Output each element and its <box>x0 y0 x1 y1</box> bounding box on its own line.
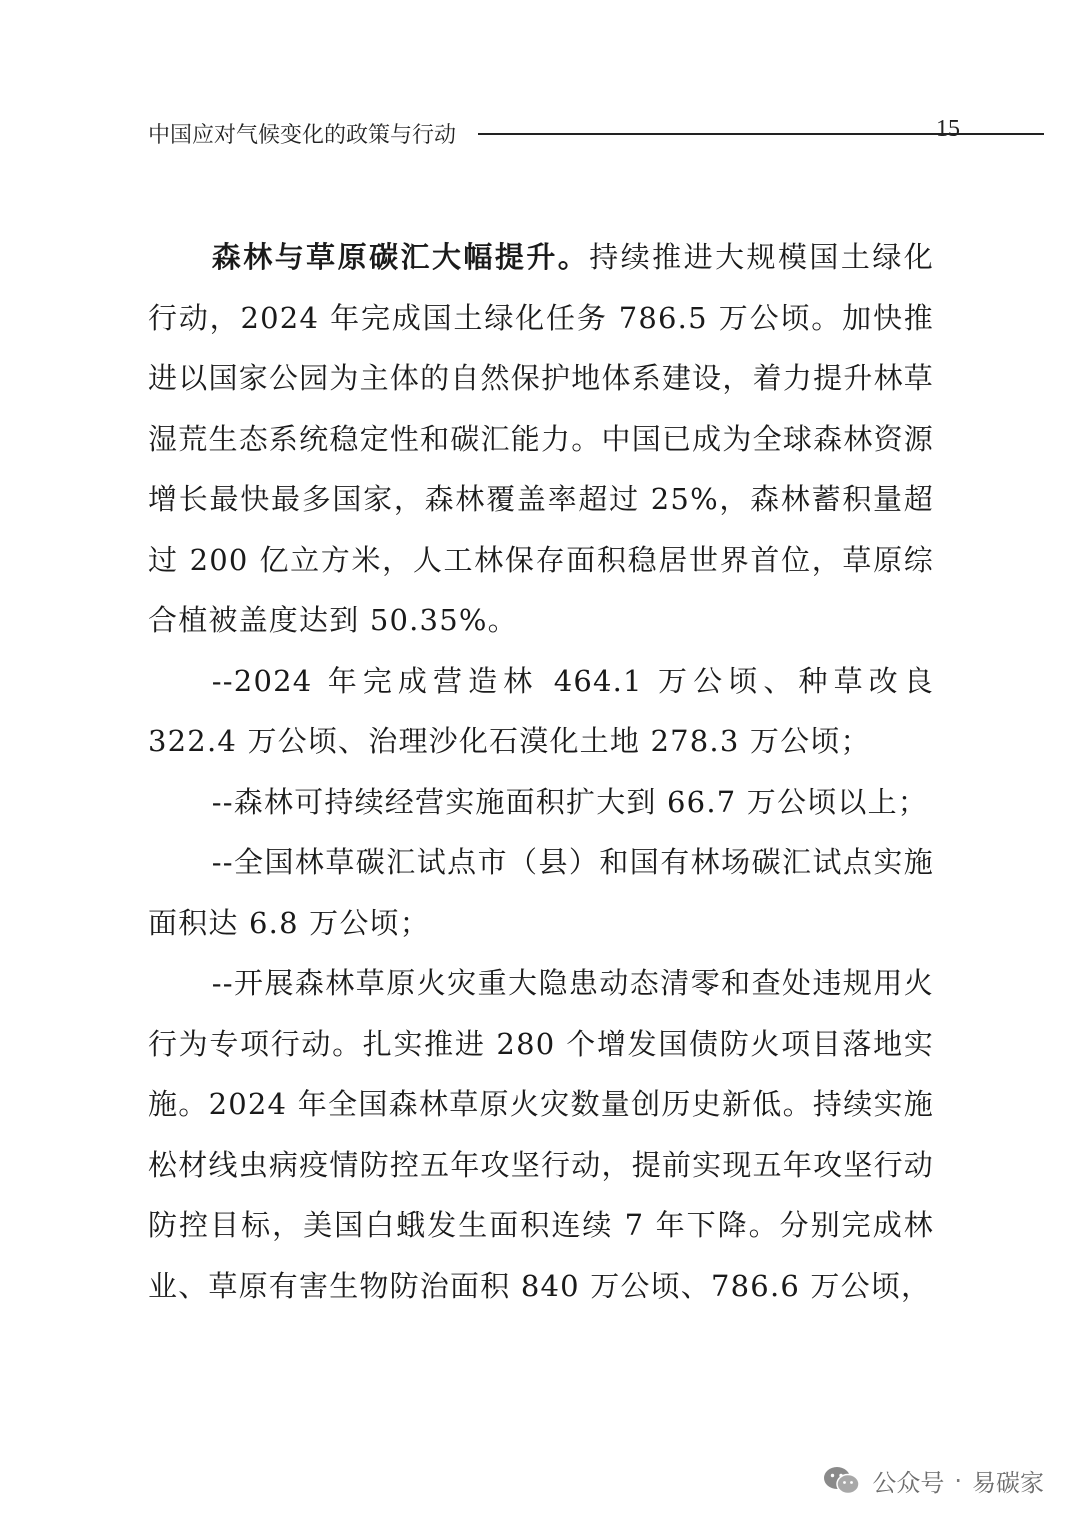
page-number: 15 <box>936 116 960 142</box>
watermark-separator: · <box>954 1466 962 1495</box>
watermark-account: 易碳家 <box>972 1469 1044 1497</box>
wechat-icon <box>822 1465 862 1497</box>
page-header <box>148 112 960 156</box>
running-title: 中国应对气候变化的政策与行动 <box>148 123 457 148</box>
bullet-carbon-pilot: --全国林草碳汇试点市（县）和国有林场碳汇试点实施面积达 6.8 万公顷； <box>148 845 934 940</box>
paragraph-text: 持续推进大规模国土绿化行动，2024 年完成国土绿化任务 786.5 万公顷。加快推进以国家公园为主体的自然保护地体系建设，着力提升林草湿荒生态系统稳定性和碳汇能力。中国已成为全球森林资源增长最快最多国家，森林覆盖率超过 25%，森林蓄积量超过 200 亿立方米，人工林保存面积稳居世界首位，草原综合植被盖度达到 50.35%。 <box>148 240 934 637</box>
watermark-source: 公众号 <box>872 1469 945 1497</box>
bullet-fire-prevention: --开展森林草原火灾重大隐患动态清零和查处违规用火行为专项行动。扎实推进 280 个增发国债防火项目落地实施。2024 年全国森林草原火灾数量创历史新低。持续实施松材线虫病疫情防控五年攻坚行动，提前实现五年攻坚行动防控目标，美国白蛾发生面积连续 7 年下降。分别完成林业、草原有害生物防治面积 840 万公顷、786.6 万公顷， <box>148 966 934 1303</box>
bullet-sustainable-management: --森林可持续经营实施面积扩大到 66.7 万公顷以上； <box>211 784 929 819</box>
source-watermark <box>822 1463 1044 1498</box>
paragraph-lead-heading: 森林与草原碳汇大幅提升。 <box>211 240 590 274</box>
bullet-afforestation: --2024 年完成营造林 464.1 万公顷、种草改良 322.4 万公顷、治理沙化石漠化土地 278.3 万公顷； <box>148 663 934 758</box>
paragraph-forest-carbon <box>148 227 934 651</box>
body-text <box>148 227 934 1316</box>
